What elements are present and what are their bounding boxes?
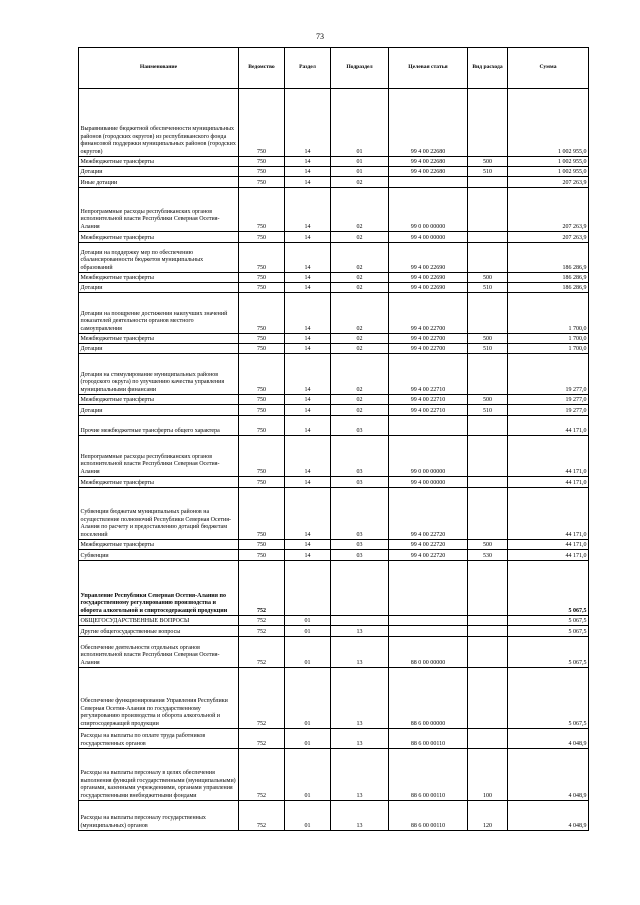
- row-expense-type: 510: [468, 167, 508, 177]
- row-section: 14: [285, 157, 331, 167]
- header-section: Раздел: [285, 48, 331, 89]
- row-expense-type: [468, 729, 508, 749]
- table-row: [79, 167, 589, 177]
- row-subsection: 02: [331, 188, 389, 232]
- row-section: 01: [285, 729, 331, 749]
- row-expense-type: [468, 626, 508, 637]
- row-dept: 750: [239, 243, 285, 273]
- row-expense-type: [468, 243, 508, 273]
- row-section: 14: [285, 354, 331, 395]
- table-row: [79, 157, 589, 167]
- row-target: 88 6 00 00110: [389, 749, 468, 801]
- row-dept: 750: [239, 405, 285, 416]
- table-row: [79, 436, 589, 477]
- row-sum: 44 171,0: [508, 416, 589, 436]
- row-sum: 4 048,9: [508, 801, 589, 831]
- row-expense-type: [468, 232, 508, 243]
- row-dept: 750: [239, 436, 285, 477]
- row-section: 14: [285, 167, 331, 177]
- row-subsection: 03: [331, 540, 389, 550]
- row-sum: 1 700,0: [508, 344, 589, 354]
- row-subsection: 02: [331, 232, 389, 243]
- row-name: Дотация на стимулирование муниципальных районов (городского округа) по улучшению качества управления муниципальными финансами: [79, 354, 239, 395]
- row-expense-type: 510: [468, 344, 508, 354]
- row-sum: 186 286,9: [508, 273, 589, 283]
- row-subsection: 01: [331, 89, 389, 157]
- row-sum: 186 286,9: [508, 243, 589, 273]
- row-expense-type: [468, 436, 508, 477]
- row-name: Дотации: [79, 344, 239, 354]
- row-expense-type: 530: [468, 550, 508, 561]
- row-dept: 752: [239, 637, 285, 668]
- row-sum: 4 048,9: [508, 749, 589, 801]
- row-dept: 750: [239, 540, 285, 550]
- row-section: 01: [285, 626, 331, 637]
- row-dept: 750: [239, 354, 285, 395]
- row-subsection: 02: [331, 395, 389, 405]
- row-name: Межбюджетные трансферты: [79, 477, 239, 488]
- row-expense-type: 500: [468, 157, 508, 167]
- row-target: 99 4 00 22690: [389, 283, 468, 293]
- table-row: [79, 395, 589, 405]
- row-target: 99 4 00 22720: [389, 488, 468, 540]
- row-subsection: 13: [331, 729, 389, 749]
- row-target: 88 6 00 00110: [389, 801, 468, 831]
- row-expense-type: 510: [468, 405, 508, 416]
- row-name: Обеспечение функционирования Управления Республики Северная Осетия-Алания по государственному регулированию производства и оборота алкогольной и спиртосодержащей продукции: [79, 668, 239, 729]
- row-target: [389, 416, 468, 436]
- row-name: Межбюджетные трансферты: [79, 540, 239, 550]
- page-number: 73: [316, 32, 324, 41]
- row-section: 14: [285, 188, 331, 232]
- row-dept: 750: [239, 550, 285, 561]
- row-expense-type: [468, 354, 508, 395]
- table-row: [79, 416, 589, 436]
- row-expense-type: [468, 177, 508, 188]
- table-row: [79, 477, 589, 488]
- row-subsection: 02: [331, 177, 389, 188]
- row-expense-type: 500: [468, 334, 508, 344]
- row-section: 14: [285, 416, 331, 436]
- row-target: [389, 626, 468, 637]
- table-row: [79, 668, 589, 729]
- row-sum: 19 277,0: [508, 405, 589, 416]
- row-name: Субвенции бюджетам муниципальных районов на осуществление полномочий Республики Северная Осетия-Алания по расчету и предоставлению дотаций бюджетам поселений: [79, 488, 239, 540]
- budget-table: [78, 47, 589, 831]
- row-section: 14: [285, 405, 331, 416]
- row-target: 88 6 00 00000: [389, 668, 468, 729]
- header-name: Наименование: [79, 48, 239, 89]
- row-section: [285, 561, 331, 616]
- table-row: [79, 232, 589, 243]
- table-row: [79, 273, 589, 283]
- row-dept: 752: [239, 749, 285, 801]
- table-row: [79, 616, 589, 626]
- row-section: 14: [285, 177, 331, 188]
- row-section: 14: [285, 293, 331, 334]
- row-dept: 750: [239, 488, 285, 540]
- row-subsection: 02: [331, 273, 389, 283]
- row-name: Другие общегосударственные вопросы: [79, 626, 239, 637]
- table-row: [79, 188, 589, 232]
- table-row: [79, 344, 589, 354]
- row-name: Дотации на поощрение достижения наилучших значений показателей деятельности органов местного самоуправления: [79, 293, 239, 334]
- row-subsection: 03: [331, 477, 389, 488]
- row-sum: 4 048,9: [508, 729, 589, 749]
- row-target: 99 4 00 22680: [389, 167, 468, 177]
- row-expense-type: [468, 416, 508, 436]
- row-subsection: 02: [331, 405, 389, 416]
- row-sum: 44 171,0: [508, 540, 589, 550]
- row-dept: 750: [239, 283, 285, 293]
- row-dept: 752: [239, 616, 285, 626]
- row-target: 99 0 00 00000: [389, 188, 468, 232]
- table-row: [79, 540, 589, 550]
- row-target: 99 4 00 22700: [389, 344, 468, 354]
- row-subsection: 03: [331, 488, 389, 540]
- row-target: [389, 177, 468, 188]
- row-subsection: [331, 616, 389, 626]
- row-subsection: 01: [331, 157, 389, 167]
- row-name: Межбюджетные трансферты: [79, 334, 239, 344]
- table-row: [79, 334, 589, 344]
- row-expense-type: [468, 637, 508, 668]
- row-target: 99 4 00 22690: [389, 243, 468, 273]
- row-dept: 752: [239, 729, 285, 749]
- row-expense-type: [468, 293, 508, 334]
- row-section: 14: [285, 232, 331, 243]
- row-name: Дотации: [79, 167, 239, 177]
- table-row: [79, 354, 589, 395]
- row-target: 99 4 00 22710: [389, 405, 468, 416]
- row-subsection: 02: [331, 334, 389, 344]
- row-expense-type: 500: [468, 540, 508, 550]
- row-dept: 750: [239, 89, 285, 157]
- row-sum: 5 067,5: [508, 668, 589, 729]
- row-subsection: 02: [331, 243, 389, 273]
- row-name: Непрограммные расходы республиканских органов исполнительной власти Республики Северная Осетия-Алания: [79, 436, 239, 477]
- row-section: 14: [285, 540, 331, 550]
- row-expense-type: [468, 561, 508, 616]
- row-expense-type: 500: [468, 273, 508, 283]
- row-target: 99 4 00 22680: [389, 157, 468, 167]
- row-sum: 1 700,0: [508, 293, 589, 334]
- header-subsection: Подраздел: [331, 48, 389, 89]
- row-name: Субвенции: [79, 550, 239, 561]
- row-expense-type: 510: [468, 283, 508, 293]
- row-target: [389, 616, 468, 626]
- row-sum: 44 171,0: [508, 488, 589, 540]
- table-row: [79, 405, 589, 416]
- row-expense-type: [468, 477, 508, 488]
- row-subsection: 03: [331, 436, 389, 477]
- row-dept: 750: [239, 167, 285, 177]
- table-row: [79, 243, 589, 273]
- row-name: Дотации: [79, 405, 239, 416]
- row-name: Межбюджетные трансферты: [79, 157, 239, 167]
- row-subsection: 13: [331, 626, 389, 637]
- row-expense-type: 500: [468, 395, 508, 405]
- row-subsection: 13: [331, 749, 389, 801]
- row-expense-type: [468, 668, 508, 729]
- row-name: Прочие межбюджетные трансферты общего характера: [79, 416, 239, 436]
- row-sum: 1 002 955,0: [508, 89, 589, 157]
- table-row: [79, 293, 589, 334]
- row-sum: 5 067,5: [508, 626, 589, 637]
- table-row: [79, 488, 589, 540]
- row-dept: 750: [239, 273, 285, 283]
- row-dept: 750: [239, 293, 285, 334]
- row-section: 01: [285, 668, 331, 729]
- row-subsection: 01: [331, 167, 389, 177]
- row-sum: 1 002 955,0: [508, 157, 589, 167]
- row-name: Межбюджетные трансферты: [79, 232, 239, 243]
- row-section: 14: [285, 283, 331, 293]
- row-sum: 207 263,9: [508, 177, 589, 188]
- row-sum: 44 171,0: [508, 550, 589, 561]
- row-dept: 750: [239, 232, 285, 243]
- row-target: 99 0 00 00000: [389, 436, 468, 477]
- row-target: 99 4 00 00000: [389, 232, 468, 243]
- row-section: 14: [285, 550, 331, 561]
- row-subsection: 13: [331, 668, 389, 729]
- row-section: 14: [285, 488, 331, 540]
- row-section: 14: [285, 395, 331, 405]
- row-expense-type: [468, 616, 508, 626]
- row-dept: 750: [239, 334, 285, 344]
- row-section: 01: [285, 801, 331, 831]
- row-section: 01: [285, 749, 331, 801]
- row-sum: 44 171,0: [508, 477, 589, 488]
- row-target: [389, 561, 468, 616]
- row-dept: 752: [239, 626, 285, 637]
- row-dept: 752: [239, 668, 285, 729]
- row-target: 99 4 00 22690: [389, 273, 468, 283]
- row-expense-type: [468, 188, 508, 232]
- header-dept: Ведомство: [239, 48, 285, 89]
- row-sum: 207 263,9: [508, 232, 589, 243]
- row-dept: 750: [239, 157, 285, 167]
- row-section: 14: [285, 273, 331, 283]
- row-sum: 5 067,5: [508, 616, 589, 626]
- row-target: 88 0 00 00000: [389, 637, 468, 668]
- row-name: ОБЩЕГОСУДАРСТВЕННЫЕ ВОПРОСЫ: [79, 616, 239, 626]
- row-name: Расходы на выплаты персоналу государственных (муниципальных) органов: [79, 801, 239, 831]
- row-subsection: 02: [331, 283, 389, 293]
- row-dept: 752: [239, 801, 285, 831]
- row-sum: 1 002 955,0: [508, 167, 589, 177]
- header-expense-type: Вид расхода: [468, 48, 508, 89]
- table-row: [79, 283, 589, 293]
- row-section: 01: [285, 637, 331, 668]
- table-row: [79, 801, 589, 831]
- row-target: 99 4 00 22700: [389, 293, 468, 334]
- row-sum: 186 286,9: [508, 283, 589, 293]
- row-sum: 1 700,0: [508, 334, 589, 344]
- table-row: [79, 550, 589, 561]
- row-sum: 44 171,0: [508, 436, 589, 477]
- row-name: Дотации: [79, 283, 239, 293]
- row-section: 14: [285, 89, 331, 157]
- row-dept: 750: [239, 395, 285, 405]
- table-row: [79, 561, 589, 616]
- row-name: Иные дотации: [79, 177, 239, 188]
- row-sum: 5 067,5: [508, 637, 589, 668]
- row-name: Непрограммные расходы республиканских органов исполнительной власти Республики Северная Осетия-Алания: [79, 188, 239, 232]
- row-expense-type: 120: [468, 801, 508, 831]
- table-header-row: [79, 48, 589, 89]
- row-subsection: 02: [331, 354, 389, 395]
- row-name: Расходы на выплаты по оплате труда работников государственных органов: [79, 729, 239, 749]
- row-sum: 207 263,9: [508, 188, 589, 232]
- row-subsection: 03: [331, 550, 389, 561]
- row-name: Обеспечение деятельности отдельных органов исполнительной власти Республики Северная Осетия-Алания: [79, 637, 239, 668]
- row-expense-type: 100: [468, 749, 508, 801]
- row-sum: 19 277,0: [508, 395, 589, 405]
- row-section: 01: [285, 616, 331, 626]
- row-target: 99 4 00 22700: [389, 334, 468, 344]
- table-row: [79, 729, 589, 749]
- row-dept: 750: [239, 188, 285, 232]
- row-name: Межбюджетные трансферты: [79, 273, 239, 283]
- header-sum: Сумма: [508, 48, 589, 89]
- table-row: [79, 626, 589, 637]
- row-section: 14: [285, 243, 331, 273]
- row-dept: 750: [239, 344, 285, 354]
- row-name: Дотации на поддержку мер по обеспечению сбалансированности бюджетов муниципальных образований: [79, 243, 239, 273]
- row-subsection: 02: [331, 344, 389, 354]
- row-name: Выравнивание бюджетной обеспеченности муниципальных районов (городских округов) из республиканского фонда финансовой поддержки муниципальных районов (городских округов): [79, 89, 239, 157]
- row-section: 14: [285, 334, 331, 344]
- row-subsection: [331, 561, 389, 616]
- row-sum: 19 277,0: [508, 354, 589, 395]
- row-dept: 752: [239, 561, 285, 616]
- row-target: 99 4 00 00000: [389, 477, 468, 488]
- row-dept: 750: [239, 177, 285, 188]
- row-target: 99 4 00 22710: [389, 395, 468, 405]
- row-target: 99 4 00 22720: [389, 550, 468, 561]
- row-subsection: 03: [331, 416, 389, 436]
- row-section: 14: [285, 344, 331, 354]
- row-subsection: 13: [331, 637, 389, 668]
- table-row: [79, 749, 589, 801]
- row-subsection: 13: [331, 801, 389, 831]
- row-sum: 5 067,5: [508, 561, 589, 616]
- table-row: [79, 89, 589, 157]
- row-subsection: 02: [331, 293, 389, 334]
- row-name: Расходы на выплаты персоналу в целях обеспечения выполнения функций государственными (муниципальными) органами, казенными учреждениями, органами управления государственными внебюджетными фондами: [79, 749, 239, 801]
- row-dept: 750: [239, 477, 285, 488]
- row-expense-type: [468, 488, 508, 540]
- row-name: Управление Республики Северная Осетия-Алания по государственному регулированию производства и оборота алкогольной и спиртосодержащей продукции: [79, 561, 239, 616]
- row-target: 99 4 00 22680: [389, 89, 468, 157]
- row-name: Межбюджетные трансферты: [79, 395, 239, 405]
- row-section: 14: [285, 436, 331, 477]
- table-row: [79, 177, 589, 188]
- row-target: 88 6 00 00110: [389, 729, 468, 749]
- row-expense-type: [468, 89, 508, 157]
- row-dept: 750: [239, 416, 285, 436]
- header-target: Целевая статья: [389, 48, 468, 89]
- row-target: 99 4 00 22720: [389, 540, 468, 550]
- row-target: 99 4 00 22710: [389, 354, 468, 395]
- row-section: 14: [285, 477, 331, 488]
- table-row: [79, 637, 589, 668]
